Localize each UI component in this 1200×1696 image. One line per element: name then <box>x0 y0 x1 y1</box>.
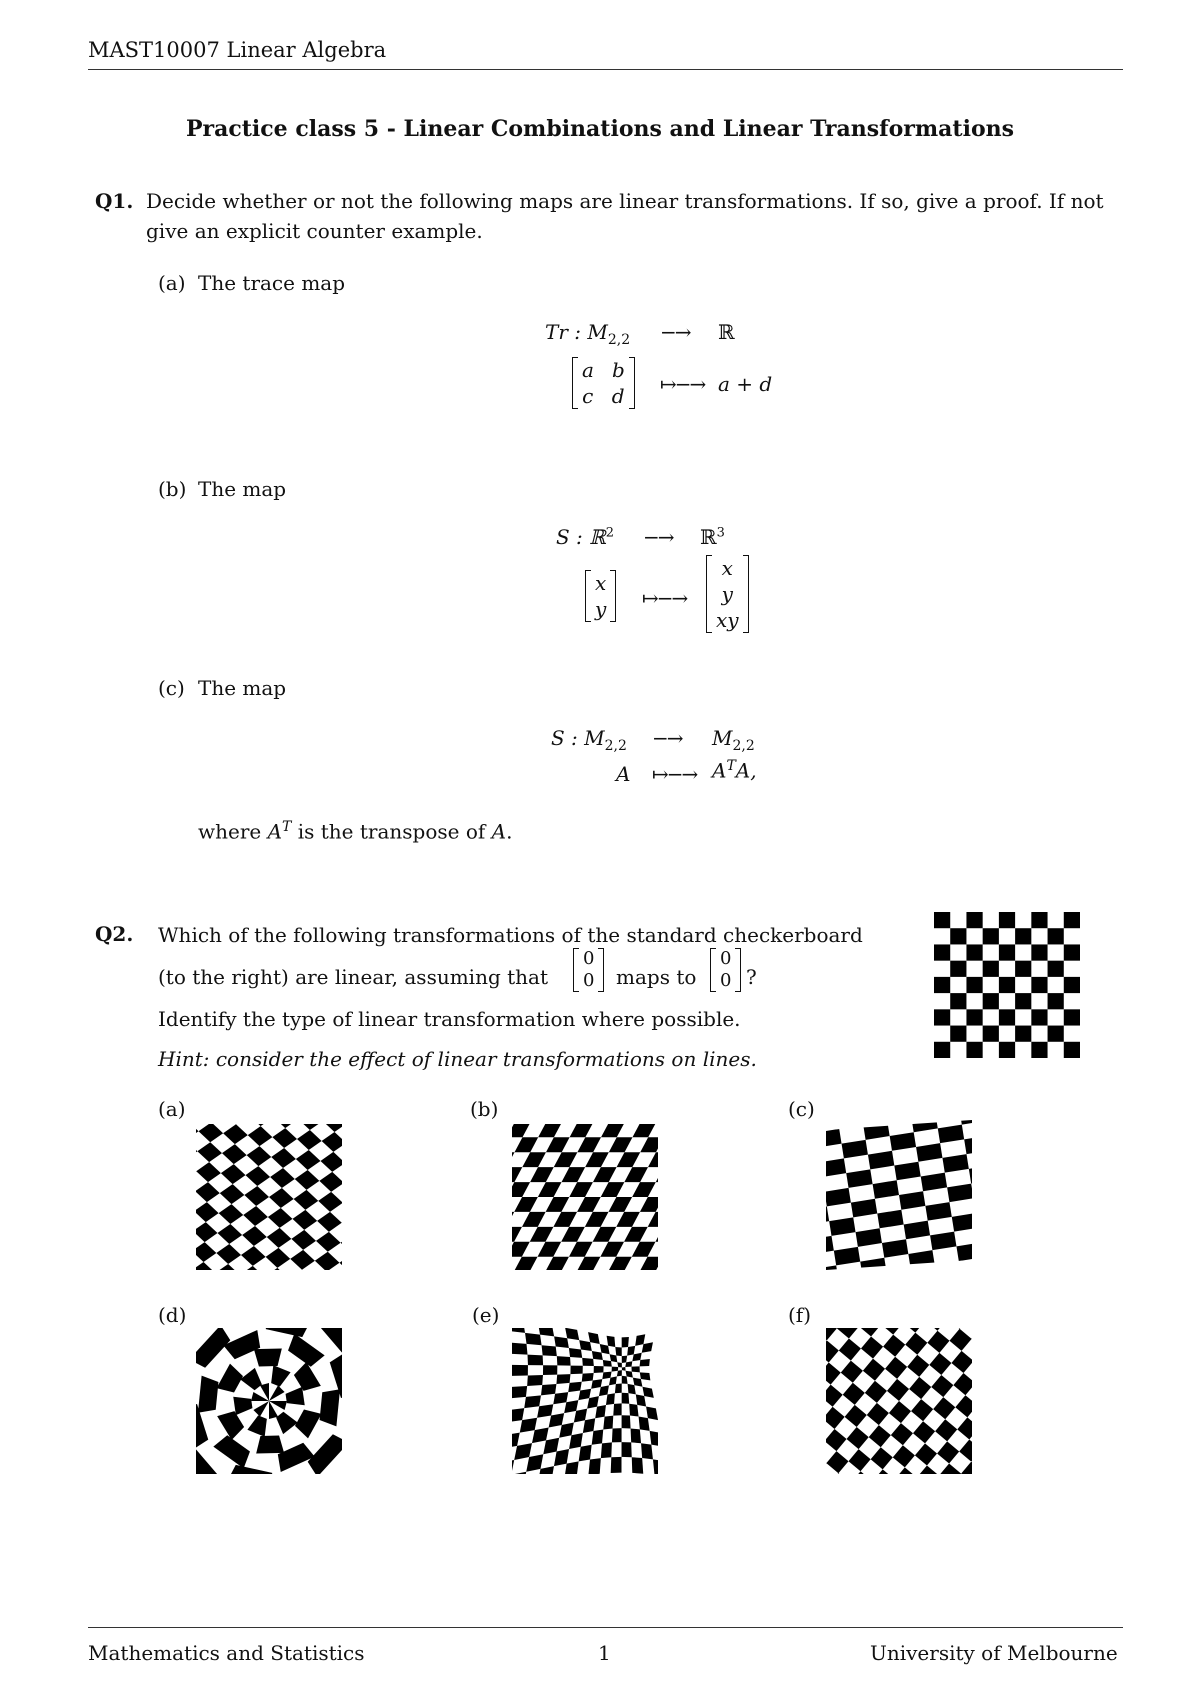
q1c-mapsto: ↦−→ <box>652 762 697 786</box>
q1c-text: The map <box>198 676 287 700</box>
q2-line3: Identify the type of linear transformation where possible. <box>158 1007 741 1031</box>
q1a-map-signature: Tr : $M_{2,2}$ <box>545 320 631 348</box>
checkerboard-a <box>196 1124 342 1270</box>
option-label-a: (a) <box>158 1097 186 1121</box>
q1b-mapsto: ↦−→ <box>642 586 687 610</box>
q1b-codomain: ℝ$^3$ <box>700 525 725 549</box>
q1a-label: (a) <box>158 271 186 295</box>
q1c-map-signature: S : $M_{2,2}$ <box>551 726 627 754</box>
q1c-input: A <box>616 762 631 786</box>
q1b-label: (b) <box>158 477 187 501</box>
q2-question-mark: ? <box>746 965 757 989</box>
footer-rule <box>88 1627 1123 1628</box>
q2-hint: Hint: consider the effect of linear transformations on lines. <box>158 1047 757 1071</box>
q1c-label: (c) <box>158 676 185 700</box>
footer-right: University of Melbourne <box>870 1641 1118 1665</box>
q1b-text: The map <box>198 477 287 501</box>
q2-label: Q2. <box>95 922 134 946</box>
q1c-output: $A^TA$, <box>712 758 757 783</box>
q2-zero-vector-1: 0 0 <box>573 948 604 992</box>
q1a-codomain: ℝ <box>718 320 735 344</box>
checkerboard-b <box>512 1124 658 1270</box>
q1-label: Q1. <box>95 189 134 213</box>
checkerboard-e <box>512 1328 658 1474</box>
q2-line2: (to the right) are linear, assuming that <box>158 965 548 989</box>
q2-line1: Which of the following transformations of the standard checkerboard <box>158 923 863 947</box>
checkerboard-f <box>826 1328 972 1474</box>
footer-left: Mathematics and Statistics <box>88 1641 365 1665</box>
page-number: 1 <box>598 1641 611 1665</box>
option-label-c: (c) <box>788 1097 815 1121</box>
header-rule <box>88 69 1123 70</box>
q1b-map-signature: S : ℝ$^2$ <box>556 525 615 549</box>
q1c-note: where $A^T$ is the transpose of A. <box>198 819 513 844</box>
q2-maps-to: maps to <box>616 965 697 989</box>
q1a-mapsto: ↦−→ <box>660 372 705 396</box>
page-title: Practice class 5 - Linear Combinations and Linear Transformations <box>185 116 1014 142</box>
checkerboard-d <box>196 1328 342 1474</box>
q1b-arrow: −→ <box>643 525 673 549</box>
q1c-arrow: −→ <box>652 726 682 750</box>
option-label-f: (f) <box>788 1303 812 1327</box>
course-header: MAST10007 Linear Algebra <box>88 38 387 62</box>
q1a-matrix: a b c d <box>572 357 635 409</box>
option-label-e: (e) <box>472 1303 500 1327</box>
q1a-text: The trace map <box>198 271 346 295</box>
q1a-arrow: −→ <box>660 320 690 344</box>
checkerboard-c <box>826 1120 972 1270</box>
option-label-b: (b) <box>470 1097 499 1121</box>
standard-checkerboard <box>934 912 1080 1058</box>
q1a-image: a + d <box>718 372 773 396</box>
q2-zero-vector-2: 0 0 <box>710 948 741 992</box>
q1c-codomain: $M_{2,2}$ <box>712 726 755 754</box>
q1b-input-vector: x y <box>585 570 616 622</box>
q1-text: Decide whether or not the following maps are linear transformations. If so, give a proof. If not give an explicit counter example. <box>146 189 1104 243</box>
option-label-d: (d) <box>158 1303 187 1327</box>
q1b-output-vector: x y xy <box>706 555 749 633</box>
